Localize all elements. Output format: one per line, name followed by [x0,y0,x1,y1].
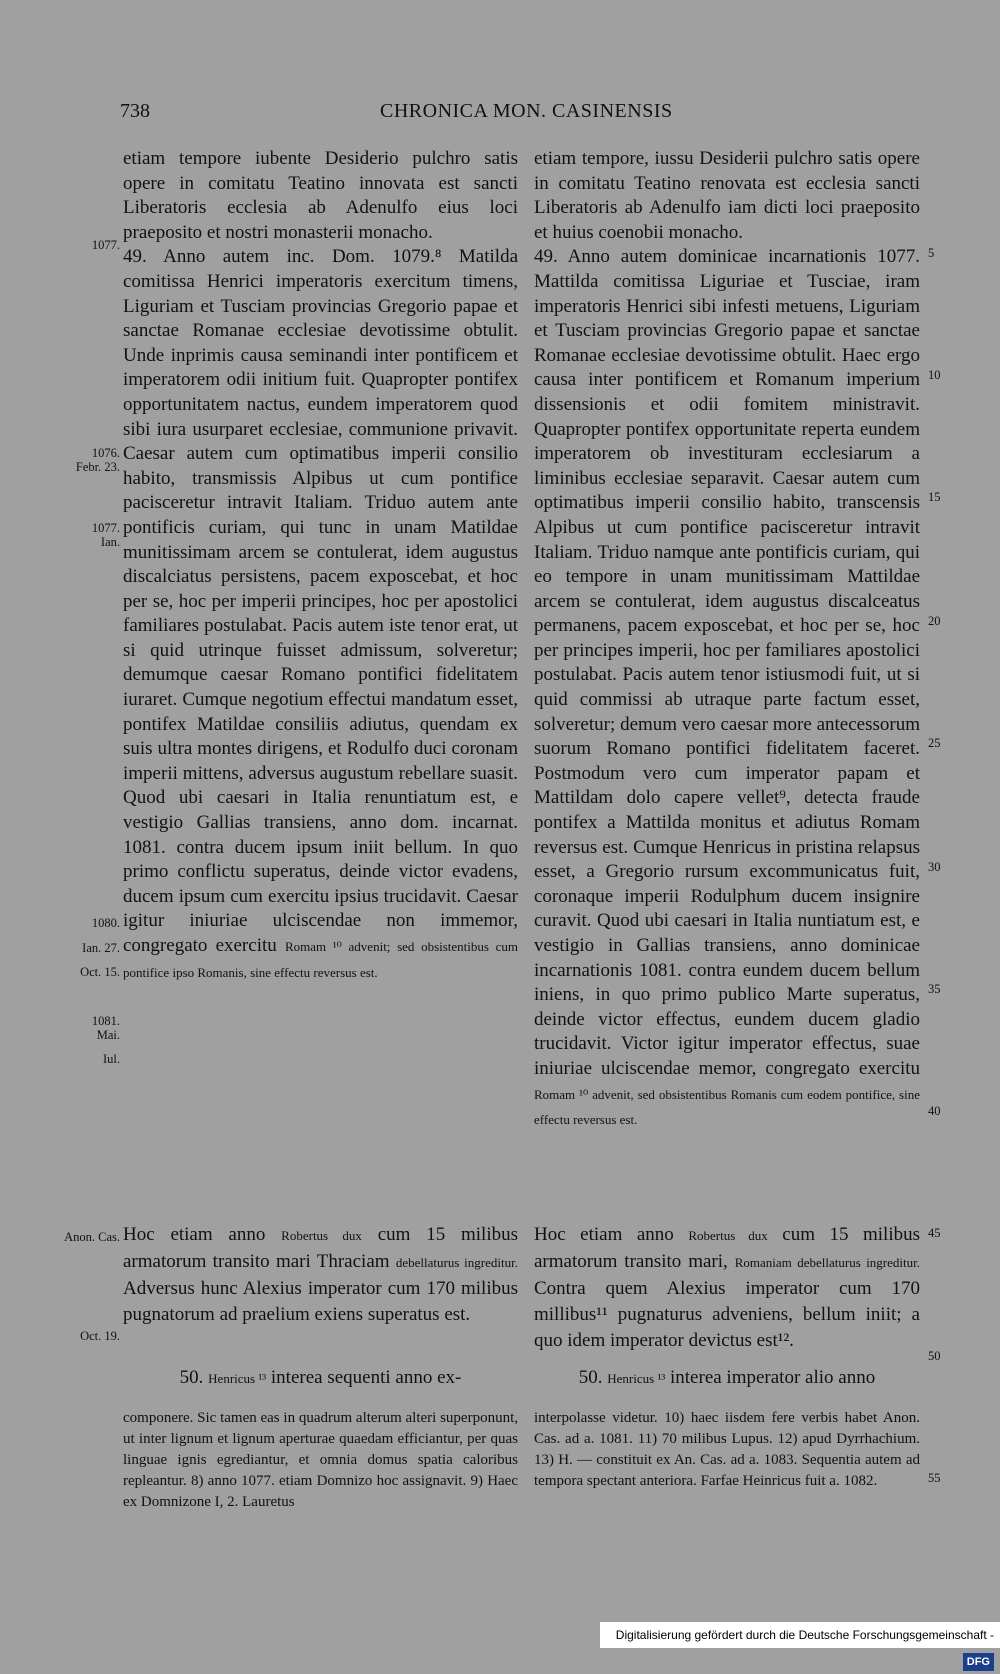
right-column [534,147,920,1133]
footnotes-right: interpolasse videtur. 10) haec iisdem fere verbis habet Anon. Cas. ad a. 1081. 11) 70 milibus Lupus. 12) apud Dyrrhachium. 13) H. — constituit ex An. Cas. ad a. 1083. Sequentia autem ad tempora spectant anteriora. Farfae Heinricus fuit a. 1082. [534,1410,920,1489]
left-paragraph-1: etiam tempore iubente Desiderio pulchro satis opere in comitatu Teatino innovata est sancti Liberatoris ecclesia ab Adenulfo eius loci praeposito et nostri monasterii monacho. [123,148,518,243]
left-paragraph-49 [123,245,518,985]
margin-note-anon-cas: Anon. Cas. [64,1230,120,1244]
line-number: 25 [928,736,941,750]
margin-note-iul: Iul. [102,1052,120,1066]
margin-note-ian-27: Ian. 27. [82,941,120,955]
right-hoc-paragraph [534,1222,920,1354]
margin-note-oct-15: Oct. 15. [80,965,120,979]
right-paragraph-49-small: Romam ¹⁰ advenit, sed obsistentibus Romanis cum eodem pontifice, sine effectu reversus est. [534,1086,920,1128]
line-number: 5 [928,246,935,260]
left-hoc-b: cum 15 milibus armatorum transito mari Thraciam [123,1224,519,1272]
right-section-50-small: Henricus ¹³ [607,1371,666,1386]
line-number: 45 [928,1226,941,1240]
margin-note-oct-19: Oct. 19. [80,1329,120,1343]
right-paragraph-49-text: 49. Anno autem dominicae incarnationis 1077. Mattilda comitissa Liguriae et Tusciae, iram imperatoris Henrici sibi infesti metuens, Liguriam et Tusciam provincias Gregorio papae et sanctae Romanae ecclesiae devotissime obtulit. Haec ergo causa inter pontificem et Romanum imperium dissensionis et odii fomitem ministravit. Quapropter pontifex opportunitate reperta eundem imperatorem ob investituram ecclesiarum a liminibus ecclesiae separavit. Caesar autem cum optimatibus imperii consilio habito, transcensis Alpibus ut cum pontifice pacisceretur intravit Italiam. Triduo namque ante pontificis curiam, qui eo tempore in unam munitissimam Mattildae arcem se contulerat, idem augustus discalceatus permanens, pacem exposcebat, et hoc per se, hoc per principes imperii, hoc per familiares apostolici postulabat. Pacis autem tenor istiusmodi fuit, ut si quid commissi ab utraque parte factum esset, solveretur; demum vero caesar more antecessorum suorum Romano pontifici fidelitatem faceret. Postmodum vero cum imperator papam et Mattildam dolo capere vellet⁹, detecta fraude pontifex a Mattilda monitus et adiutus Romam reversus est. Cumque Henricus in pristina relapsus esset, a Gregorio rursum excommunicatus fuit, coronaque imperii Rodulphum ducem insignire curavit. Quod ubi caesari in Italia nuntiatum est, e vestigio in Gallias transiens, anno dominicae incarnationis 1081. contra eundem ducem bellum iniens, in quo primo publico Marte superatus, deinde victor effectus, eundem ducem gladio trucidavit. Victor igitur imperator effectus, suae iniuriae ulciscendae memor, congregato exercitu [534,246,920,1079]
margin-note-1077-b: 1077. [91,521,120,535]
page-number: 738 [120,100,150,122]
right-hoc-a: Hoc etiam anno [534,1224,674,1245]
left-column [123,147,518,985]
right-section-50 [534,1367,920,1389]
right-paragraph-49 [534,245,920,1132]
line-number: 15 [928,490,941,504]
left-section-50-number: 50. [179,1367,204,1388]
margin-note-febr: Febr. 23. [75,460,120,474]
margin-note-1077: 1077. [91,238,120,252]
left-paragraph-49-small: Romam ¹⁰ advenit; sed obsistentibus cum pontifice ipso Romanis, sine effectu reversus est. [123,939,519,980]
left-hoc-small-1: Robertus dux [281,1228,362,1243]
line-number: 10 [928,368,941,382]
left-section-50-small: Henricus ¹³ [208,1371,267,1386]
left-section-50 [123,1367,518,1389]
left-hoc-paragraph [123,1222,518,1328]
margin-note-mai: Mai. [96,1028,120,1042]
right-hoc-small-1: Robertus dux [688,1228,768,1243]
running-title: CHRONICA MON. CASINENSIS [380,100,673,122]
line-number: 50 [928,1349,941,1363]
left-paragraph-49-text: 49. Anno autem inc. Dom. 1079.⁸ Matilda comitissa Henrici imperatoris exercitum timens, Liguriam et Tusciam provincias Gregorio papae et sanctae Romanae ecclesiae devotissime obtulit. Unde inprimis causa seminandi inter pontificem et imperatorem odii initium fuit. Quapropter pontifex opportunitatem nactus, eundem imperatorem quod sibi iura usurparet ecclesiae, communione privavit. Caesar autem cum optimatibus imperii consilio habito, transmissis Alpibus ut cum pontifice pacisceretur intravit Italiam. Triduo autem ante pontificis curiam, qui tunc in unam Matildae munitissimam arcem se contulerat, idem augustus discalciatus persistens, pacem exposcebat, et hoc per se, hoc per imperii principes, hoc per apostolici familiares postulabat. Pacis autem iste tenor erat, ut si quid utrinque fuisset admissum, solveretur; demumque caesar Romano pontifici fidelitatem iuraret. Cumque negotium effectui mandatum esset, pontifex Matildae consiliis adiutus, quendam ex suis ultra montes dirigens, et Rodulfo duci coronam imperii mittens, adversus augustum rebellare suasit. Quod ubi caesari in Italia renuntiatum est, e vestigio Gallias transiens, anno dom. incarnat. 1081. contra ducem ipsum iniit bellum. In quo primo conflictu superatus, deinde victor evadens, ducem ipsum cum exercitu ipsius trucidavit. Caesar igitur iniuriae ulciscendae non immemor, congregato exercitu [123,246,518,956]
dfg-logo: DFG [963,1653,994,1671]
digitization-footer [600,1622,1000,1668]
footer-text: Digitalisierung gefördert durch die Deutsche Forschungsgemeinschaft - [615,1628,994,1642]
footnotes-left: componere. Sic tamen eas in quadrum alterum alteri superponunt, ut inter lignum et lignum aperturae quaedam efficiantur, per quas linguae ignis egrediantur, et omnia domus spatia caloribus repleantur. 8) anno 1077. etiam Domnizo hoc assignavit. 9) Haec ex Domnizone I, 2. Lauretus [123,1410,518,1510]
right-section-50-number: 50. [578,1367,603,1388]
right-hoc-small-2: Romaniam debellaturus ingreditur. [734,1255,920,1270]
right-hoc-b: cum 15 milibus armatorum transito mari, [534,1224,921,1272]
left-hoc-c: Adversus hunc Alexius imperator cum 170 milibus pugnatorum ad praelium exiens superatus est. [123,1278,518,1325]
margin-note-1076: 1076. [91,446,120,460]
right-paragraph-1: etiam tempore, iussu Desiderii pulchro satis opere in comitatu Teatino renovata est ecclesia sancti Liberatoris ab Adenulfo iam dicti loci praeposito et huius coenobii monacho. [534,148,920,243]
right-hoc-c: Contra quem Alexius imperator cum 170 millibus¹¹ pugnaturus adveniens, bellum iniit; a quo idem imperator devictus est¹². [534,1278,920,1351]
margin-note-1081: 1081. [91,1014,120,1028]
left-hoc-a: Hoc etiam anno [123,1224,266,1245]
left-section-50-text: interea sequenti anno ex- [270,1367,462,1388]
line-number: 30 [928,860,941,874]
left-hoc-small-2: debellaturus ingreditur. [395,1255,518,1270]
line-number: 20 [928,614,941,628]
line-number: 40 [928,1104,941,1118]
line-number: 35 [928,982,941,996]
line-number: 55 [928,1471,941,1485]
margin-note-ian: Ian. [100,535,120,549]
margin-note-1080: 1080. [91,916,120,930]
right-section-50-text: interea imperator alio anno [670,1367,876,1388]
